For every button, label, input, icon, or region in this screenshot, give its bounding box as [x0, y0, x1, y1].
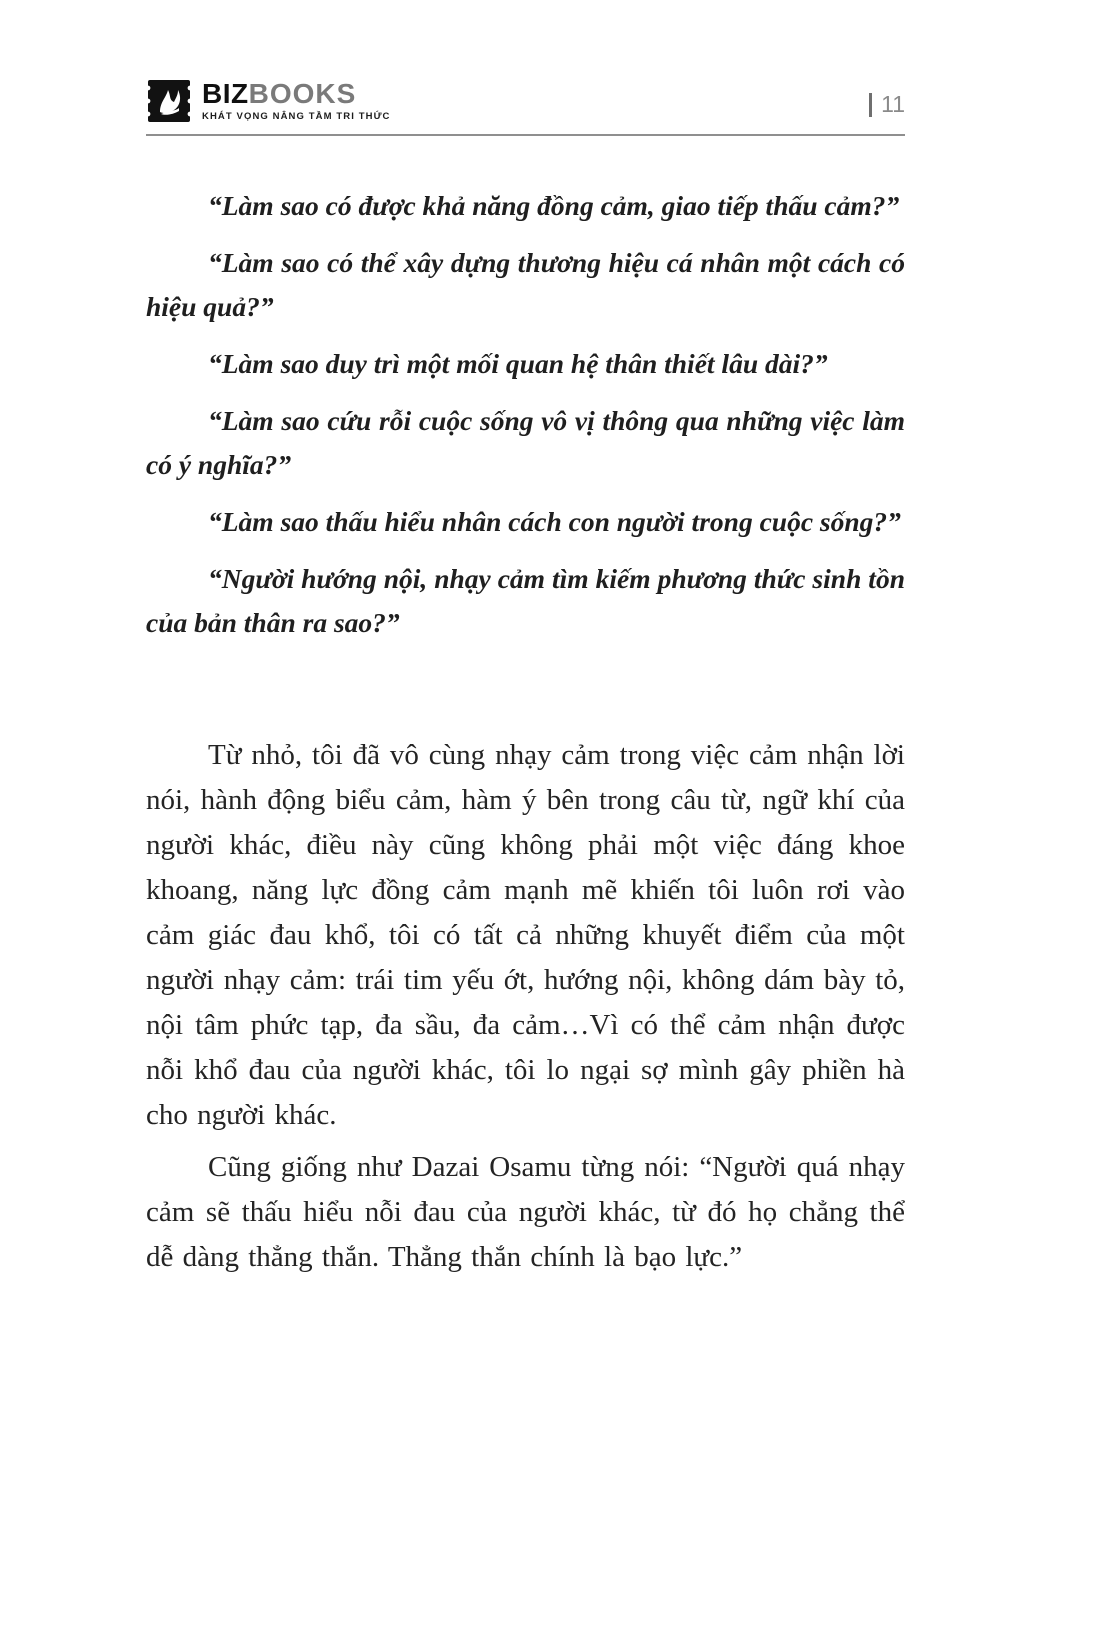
- page-number: [869, 91, 905, 124]
- page-header: [146, 78, 905, 136]
- publisher-name: [202, 80, 391, 122]
- brand-name: [202, 80, 391, 108]
- body-paragraph: Cũng giống như Dazai Osamu từng nói: “Người quá nhạy cảm sẽ thấu hiểu nỗi đau của người khác, từ đó họ chẳng thể dễ dàng thẳng thắn. Thẳng thắn chính là bạo lực.”: [146, 1151, 905, 1274]
- quote-line: “Làm sao thấu hiểu nhân cách con người trong cuộc sống?”: [208, 506, 901, 537]
- quote-line: “Làm sao có được khả năng đồng cảm, giao tiếp thấu cảm?”: [208, 190, 900, 221]
- page-number-divider: [869, 93, 872, 117]
- quote-line: “Làm sao cứu rỗi cuộc sống vô vị thông qua những việc làm có ý nghĩa?”: [146, 405, 905, 480]
- quote-line: “Làm sao duy trì một mối quan hệ thân thiết lâu dài?”: [208, 348, 828, 379]
- body-section: [146, 733, 905, 1280]
- bizbooks-logo-icon: [146, 78, 192, 124]
- quote-line: “Người hướng nội, nhạy cảm tìm kiếm phương thức sinh tồn của bản thân ra sao?”: [146, 563, 905, 638]
- brand-biz: BIZ: [202, 78, 249, 110]
- publisher-logo: [146, 78, 391, 124]
- body-paragraph: Từ nhỏ, tôi đã vô cùng nhạy cảm trong việc cảm nhận lời nói, hành động biểu cảm, hàm ý bên trong câu từ, ngữ khí của người khác, điều này cũng không phải một việc đáng khoe khoang, năng lực đồng cảm mạnh mẽ khiến tôi luôn rơi vào cảm giác đau khổ, tôi có tất cả những khuyết điểm của một người nhạy cảm: trái tim yếu ớt, hướng nội, không dám bày tỏ, nội tâm phức tạp, đa sầu, đa cảm…Vì có thể cảm nhận được nỗi khổ đau của người khác, tôi lo ngại sợ mình gây phiền hà cho người khác.: [146, 739, 905, 1131]
- page-content: [146, 136, 905, 1280]
- quote-line: “Làm sao có thể xây dựng thương hiệu cá nhân một cách có hiệu quả?”: [146, 247, 905, 322]
- brand-books: BOOKS: [248, 78, 357, 110]
- brand-tagline: KHÁT VỌNG NÂNG TẦM TRI THỨC: [202, 111, 391, 123]
- page-number-value: 11: [881, 91, 905, 117]
